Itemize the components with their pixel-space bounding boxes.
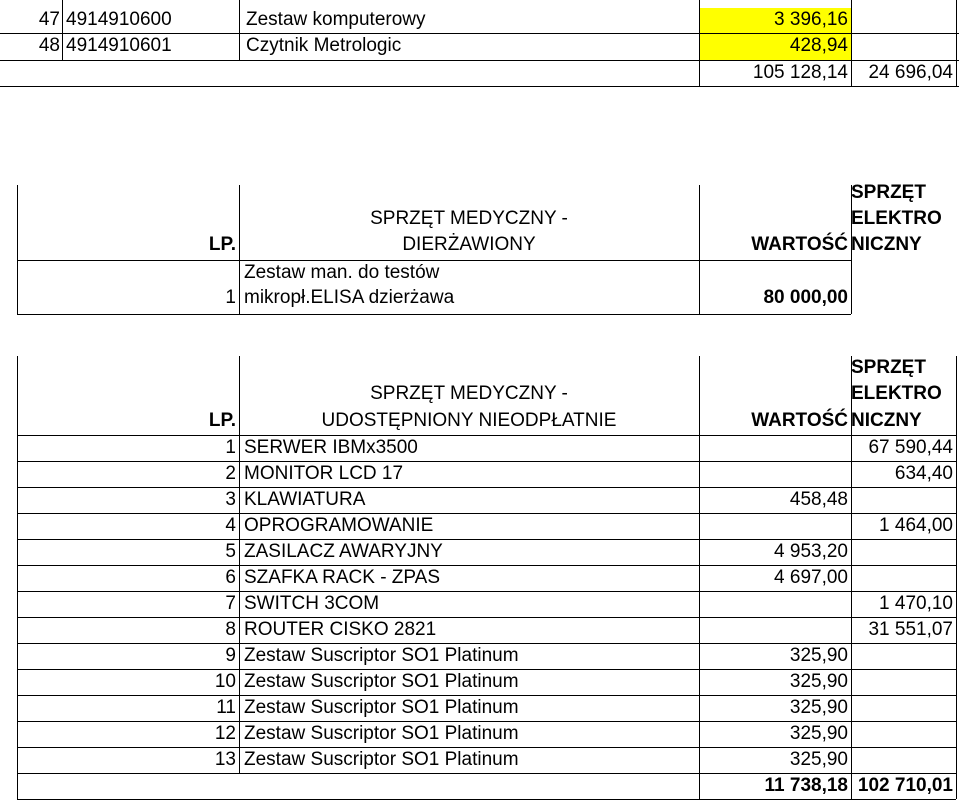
total-value: 105 128,14 [752,62,848,83]
item-value: 4 697,00 [774,567,848,588]
item-value: 428,94 [789,35,848,56]
item-electro-value [851,695,953,721]
total-electro-value: 102 710,01 [857,775,953,796]
item-electro-value [851,747,953,773]
item-value: 4 953,20 [774,541,848,562]
item-name: Zestaw man. do testów [244,262,440,283]
item-value: 325,90 [789,645,848,666]
grid-line [0,86,959,87]
item-name: Zestaw Suscriptor SO1 Platinum [244,749,519,770]
item-electro-value [851,539,953,565]
column-header-value: WARTOŚĆ [751,410,848,431]
row-number: 5 [225,541,236,562]
item-name: Zestaw Suscriptor SO1 Platinum [244,645,519,666]
column-header-electro: SPRZĘT [851,357,926,378]
row-number: 7 [225,593,236,614]
item-name: SERWER IBMx3500 [244,437,418,458]
item-electro-value [851,669,953,695]
item-name: KLAWIATURA [244,489,366,510]
item-code: 4914910601 [66,35,172,56]
item-value [699,513,848,539]
row-number: 13 [214,749,236,770]
item-name: Zestaw Suscriptor SO1 Platinum [244,671,519,692]
item-name: ROUTER CISKO 2821 [244,619,437,640]
item-name: Zestaw Suscriptor SO1 Platinum [244,723,519,744]
row-number: 11 [216,697,236,718]
row-number: 47 [38,9,60,30]
column-header-title: DIERŻAWIONY [402,234,536,255]
item-value: 458,48 [789,489,848,510]
grid-line [17,314,851,315]
item-electro-value [851,721,953,747]
total-value: 24 696,04 [868,62,953,83]
row-number: 4 [225,515,236,536]
item-code: 4914910600 [66,9,172,30]
total-value: 11 738,18 [764,775,848,796]
grid-line [956,0,957,86]
row-number: 1 [225,437,236,458]
column-header-lp: LP. [208,410,236,431]
column-header-electro: NICZNY [851,234,922,255]
column-header-lp: LP. [208,234,236,255]
item-name: Zestaw Suscriptor SO1 Platinum [244,697,519,718]
grid-line [62,0,63,60]
grid-line [17,185,18,314]
item-electro-value: 67 590,44 [868,437,953,458]
column-header-title: SPRZĘT MEDYCZNY - [370,208,568,229]
row-number: 3 [225,489,236,510]
item-electro-value [851,565,953,591]
row-number: 8 [225,619,236,640]
row-number: 9 [225,645,236,666]
item-name: MONITOR LCD 17 [244,463,404,484]
item-value: 325,90 [789,697,848,718]
item-value [699,435,848,461]
item-electro-value: 634,40 [894,463,953,484]
item-name: mikropł.ELISA dzierżawa [244,287,455,308]
column-header-title: UDOSTĘPNIONY NIEODPŁATNIE [321,410,617,431]
item-electro-value [851,643,953,669]
column-header-electro: ELEKTRO [851,383,942,404]
grid-line [239,0,240,60]
row-number: 2 [225,463,236,484]
item-electro-value: 31 551,07 [868,619,953,640]
item-value: 325,90 [789,723,848,744]
row-number: 6 [225,567,236,588]
item-electro-value [851,487,953,513]
column-header-electro: NICZNY [851,410,922,431]
row-number: 1 [225,287,236,308]
item-value: 3 396,16 [774,9,848,30]
item-name: SZAFKA RACK - ZPAS [244,567,441,588]
column-header-electro: SPRZĘT [851,182,926,203]
item-value [699,461,848,487]
item-name: OPROGRAMOWANIE [244,515,434,536]
column-header-electro: ELEKTRO [851,208,942,229]
item-name: ZASILACZ AWARYJNY [244,541,443,562]
item-value: 80 000,00 [763,287,848,308]
item-value [699,591,848,617]
item-electro-value: 1 464,00 [879,515,953,536]
column-header-title: SPRZĘT MEDYCZNY - [370,383,568,404]
item-name: Zestaw komputerowy [246,9,426,30]
row-number: 12 [214,723,236,744]
item-electro-value: 1 470,10 [879,593,953,614]
grid-line [17,356,18,799]
row-number: 10 [214,671,236,692]
column-header-value: WARTOŚĆ [751,234,848,255]
item-value [699,617,848,643]
item-value: 325,90 [789,671,848,692]
item-name: Czytnik Metrologic [246,35,402,56]
item-value: 325,90 [789,749,848,770]
row-number: 48 [38,35,60,56]
item-name: SWITCH 3COM [244,593,380,614]
